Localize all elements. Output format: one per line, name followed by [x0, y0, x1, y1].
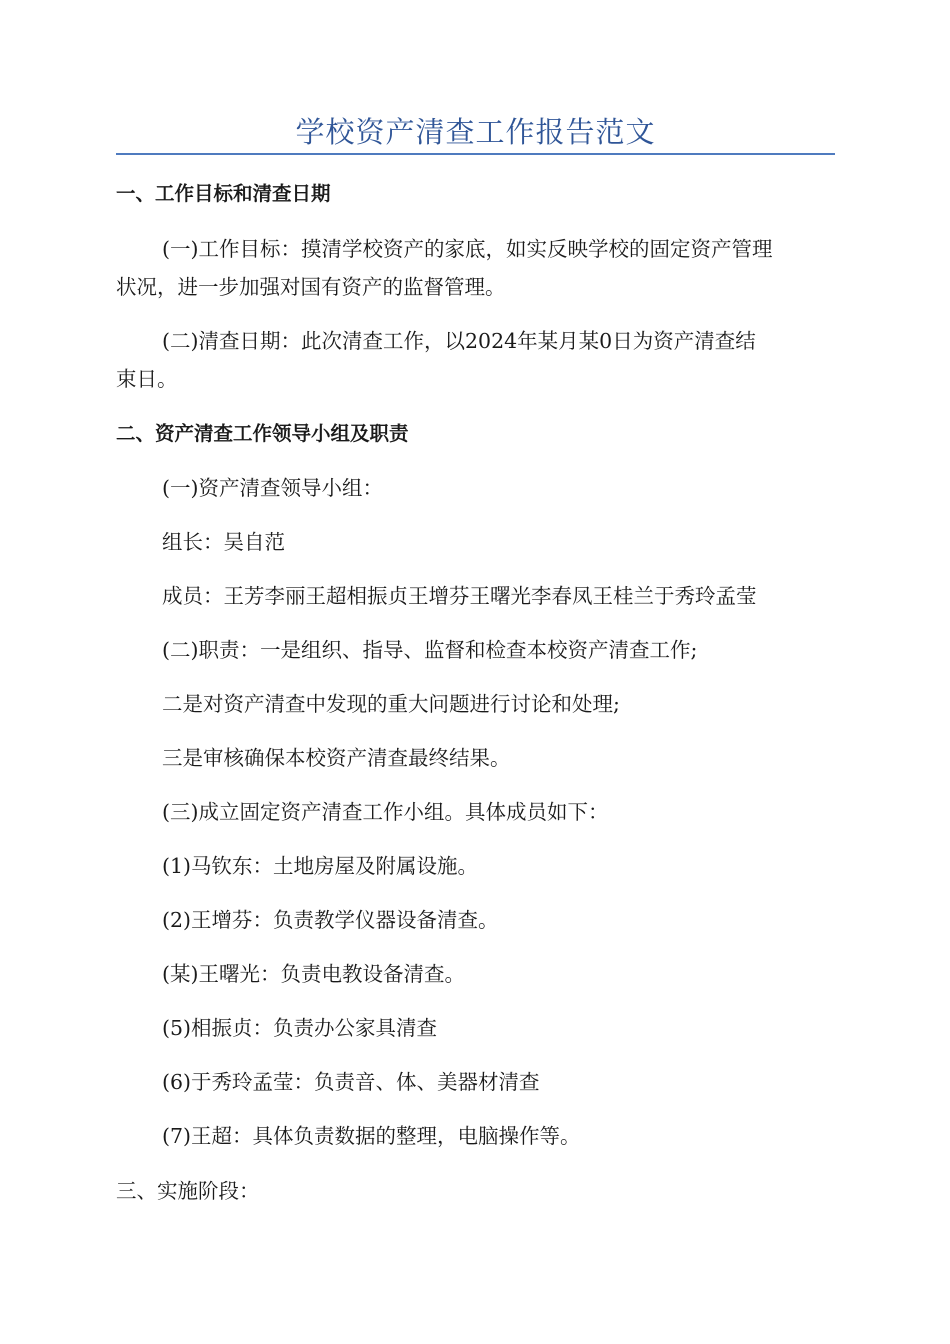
- list-item-2: (2)王增芬：负责教学仪器设备清查。: [162, 908, 499, 932]
- list-item-7: (7)王超：具体负责数据的整理，电脑操作等。: [162, 1124, 581, 1148]
- list-item-5: (5)相振贞：负责办公家具清查: [162, 1016, 438, 1040]
- paragraph-duty-3: 三是审核确保本校资产清查最终结果。: [162, 746, 511, 770]
- paragraph-leader-group: (一)资产清查领导小组：: [162, 476, 383, 500]
- section-heading-3: 三、实施阶段：: [116, 1179, 260, 1203]
- paragraph-duty-2: 二是对资产清查中发现的重大问题进行讨论和处理;: [162, 692, 620, 716]
- paragraph-date-line-2: 束日。: [116, 367, 178, 391]
- paragraph-members: 成员：王芳李丽王超相振贞王增芬王曙光李春凤王桂兰于秀玲孟莹: [162, 584, 757, 608]
- list-item-6: (6)于秀玲孟莹：负责音、体、美器材清查: [162, 1070, 540, 1094]
- paragraph-work-group: (三)成立固定资产清查工作小组。具体成员如下：: [162, 800, 609, 824]
- paragraph-goal-line-1: (一)工作目标：摸清学校资产的家底，如实反映学校的固定资产管理: [162, 237, 773, 261]
- paragraph-group-leader: 组长：吴自范: [162, 530, 285, 554]
- section-heading-2: 二、资产清查工作领导小组及职责: [116, 422, 409, 445]
- paragraph-date-line-1: (二)清查日期：此次清查工作，以2024年某月某0日为资产清查结: [162, 329, 756, 353]
- paragraph-goal-line-2: 状况，进一步加强对国有资产的监督管理。: [116, 275, 506, 299]
- document-title: 学校资产清查工作报告范文: [295, 115, 656, 149]
- list-item-1: (1)马钦东：土地房屋及附属设施。: [162, 854, 479, 878]
- title-underline: [116, 153, 835, 155]
- section-heading-1: 一、工作目标和清查日期: [116, 182, 331, 205]
- list-item-3: (某)王曙光：负责电教设备清查。: [162, 962, 465, 986]
- paragraph-duty-1: (二)职责：一是组织、指导、监督和检查本校资产清查工作;: [162, 638, 698, 662]
